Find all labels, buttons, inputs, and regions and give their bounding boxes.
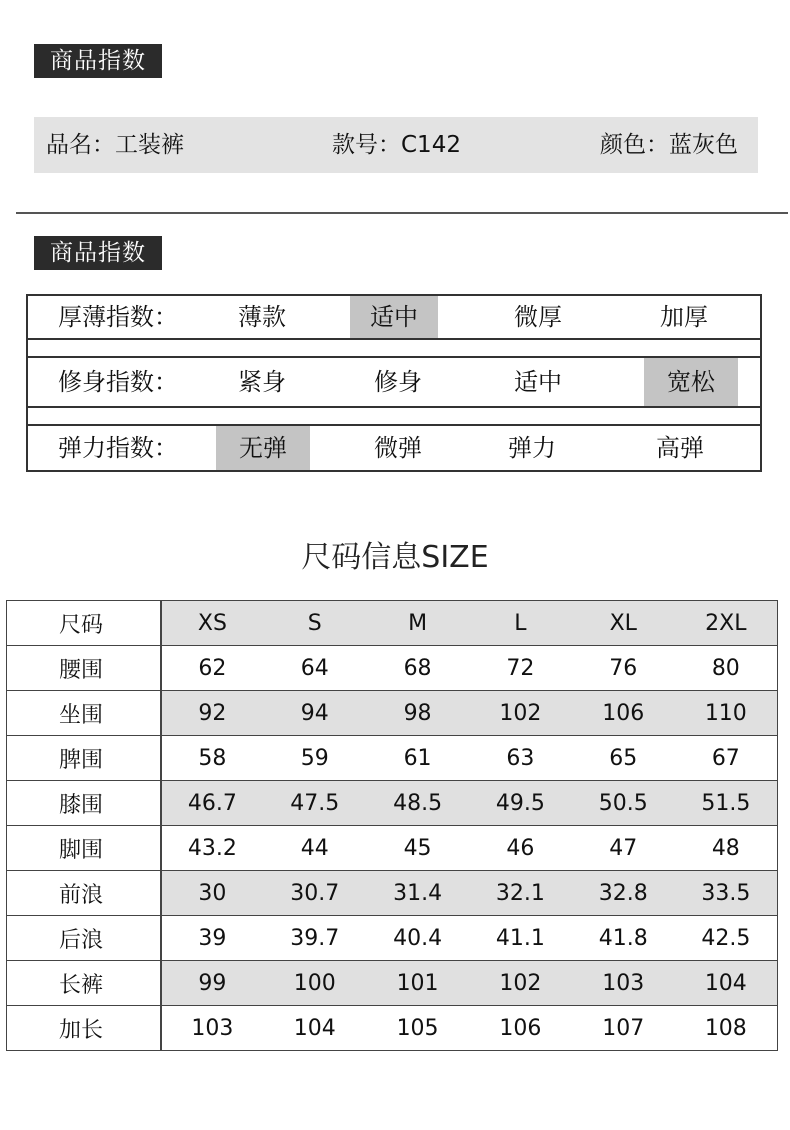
row-label: 脾围 (7, 736, 161, 781)
table-cell: 94 (263, 691, 366, 736)
table-cell: 102 (469, 961, 572, 1006)
size-info-title: 尺码信息SIZE (301, 540, 489, 575)
fit-option-loose-selected: 宽松 (644, 358, 738, 406)
row-label: 膝围 (7, 781, 161, 826)
table-cell: 104 (263, 1006, 366, 1051)
size-header-s: S (263, 601, 366, 646)
size-chart-table (6, 600, 778, 1051)
product-info-bar (34, 117, 758, 173)
fit-index-row (26, 356, 762, 408)
table-cell: 45 (366, 826, 469, 871)
table-cell: 39.7 (263, 916, 366, 961)
table-cell: 98 (366, 691, 469, 736)
size-header-xl: XL (572, 601, 675, 646)
table-cell: 47 (572, 826, 675, 871)
size-header-2xl: 2XL (675, 601, 778, 646)
table-cell: 39 (161, 916, 264, 961)
table-cell: 44 (263, 826, 366, 871)
row-label: 前浪 (7, 871, 161, 916)
elasticity-option-high: 高弹 (656, 434, 704, 462)
table-row (7, 646, 778, 691)
table-cell: 32.8 (572, 871, 675, 916)
table-cell: 110 (675, 691, 778, 736)
index-gap (26, 340, 762, 356)
product-style-number: 款号：C142 (332, 132, 461, 158)
product-name: 品名：工装裤 (46, 132, 184, 158)
table-cell: 104 (675, 961, 778, 1006)
table-cell: 59 (263, 736, 366, 781)
table-cell: 48.5 (366, 781, 469, 826)
fit-index-label: 修身指数： (58, 368, 178, 396)
table-cell: 103 (572, 961, 675, 1006)
index-gap (26, 408, 762, 424)
table-row (7, 691, 778, 736)
table-cell: 108 (675, 1006, 778, 1051)
elasticity-index-row (26, 424, 762, 472)
table-row (7, 1006, 778, 1051)
table-cell: 62 (161, 646, 264, 691)
table-cell: 67 (675, 736, 778, 781)
row-label: 加长 (7, 1006, 161, 1051)
table-cell: 68 (366, 646, 469, 691)
table-row (7, 781, 778, 826)
elasticity-option-elastic: 弹力 (508, 434, 556, 462)
table-cell: 41.1 (469, 916, 572, 961)
table-row (7, 961, 778, 1006)
table-cell: 63 (469, 736, 572, 781)
thickness-option-slightly-thick: 微厚 (514, 303, 562, 331)
thickness-option-medium-selected: 适中 (350, 296, 438, 338)
section-tag-product-index: 商品指数 (34, 44, 162, 78)
table-cell: 99 (161, 961, 264, 1006)
row-label: 坐围 (7, 691, 161, 736)
table-cell: 31.4 (366, 871, 469, 916)
table-cell: 32.1 (469, 871, 572, 916)
size-header-label: 尺码 (7, 601, 161, 646)
table-cell: 42.5 (675, 916, 778, 961)
table-cell: 107 (572, 1006, 675, 1051)
thickness-option-thick: 加厚 (660, 303, 708, 331)
table-cell: 30.7 (263, 871, 366, 916)
size-header-m: M (366, 601, 469, 646)
elasticity-option-none-selected: 无弹 (216, 426, 310, 470)
fit-option-regular: 适中 (514, 368, 562, 396)
table-cell: 105 (366, 1006, 469, 1051)
thickness-index-label: 厚薄指数： (58, 303, 178, 331)
table-cell: 102 (469, 691, 572, 736)
table-cell: 40.4 (366, 916, 469, 961)
table-cell: 51.5 (675, 781, 778, 826)
table-row (7, 826, 778, 871)
table-cell: 61 (366, 736, 469, 781)
thickness-index-row (26, 294, 762, 340)
table-cell: 33.5 (675, 871, 778, 916)
table-cell: 49.5 (469, 781, 572, 826)
elasticity-option-slight: 微弹 (374, 434, 422, 462)
row-label: 长裤 (7, 961, 161, 1006)
thickness-option-thin: 薄款 (238, 303, 286, 331)
table-cell: 106 (572, 691, 675, 736)
table-cell: 58 (161, 736, 264, 781)
table-cell: 72 (469, 646, 572, 691)
fit-option-slim: 修身 (374, 368, 422, 396)
fit-option-tight: 紧身 (238, 368, 286, 396)
size-header-row (7, 601, 778, 646)
row-label: 脚围 (7, 826, 161, 871)
product-color: 颜色：蓝灰色 (600, 132, 738, 158)
table-row (7, 736, 778, 781)
table-cell: 80 (675, 646, 778, 691)
table-cell: 41.8 (572, 916, 675, 961)
table-cell: 48 (675, 826, 778, 871)
section-tag-product-index-2: 商品指数 (34, 236, 162, 270)
table-cell: 50.5 (572, 781, 675, 826)
elasticity-index-label: 弹力指数： (58, 434, 178, 462)
table-cell: 46.7 (161, 781, 264, 826)
table-cell: 64 (263, 646, 366, 691)
table-cell: 92 (161, 691, 264, 736)
table-cell: 106 (469, 1006, 572, 1051)
table-row (7, 916, 778, 961)
size-header-xs: XS (161, 601, 264, 646)
table-cell: 103 (161, 1006, 264, 1051)
table-cell: 101 (366, 961, 469, 1006)
table-cell: 43.2 (161, 826, 264, 871)
section-divider (16, 212, 788, 214)
table-cell: 47.5 (263, 781, 366, 826)
row-label: 腰围 (7, 646, 161, 691)
size-header-l: L (469, 601, 572, 646)
table-cell: 65 (572, 736, 675, 781)
table-row (7, 871, 778, 916)
table-cell: 46 (469, 826, 572, 871)
table-cell: 76 (572, 646, 675, 691)
table-cell: 30 (161, 871, 264, 916)
row-label: 后浪 (7, 916, 161, 961)
table-cell: 100 (263, 961, 366, 1006)
